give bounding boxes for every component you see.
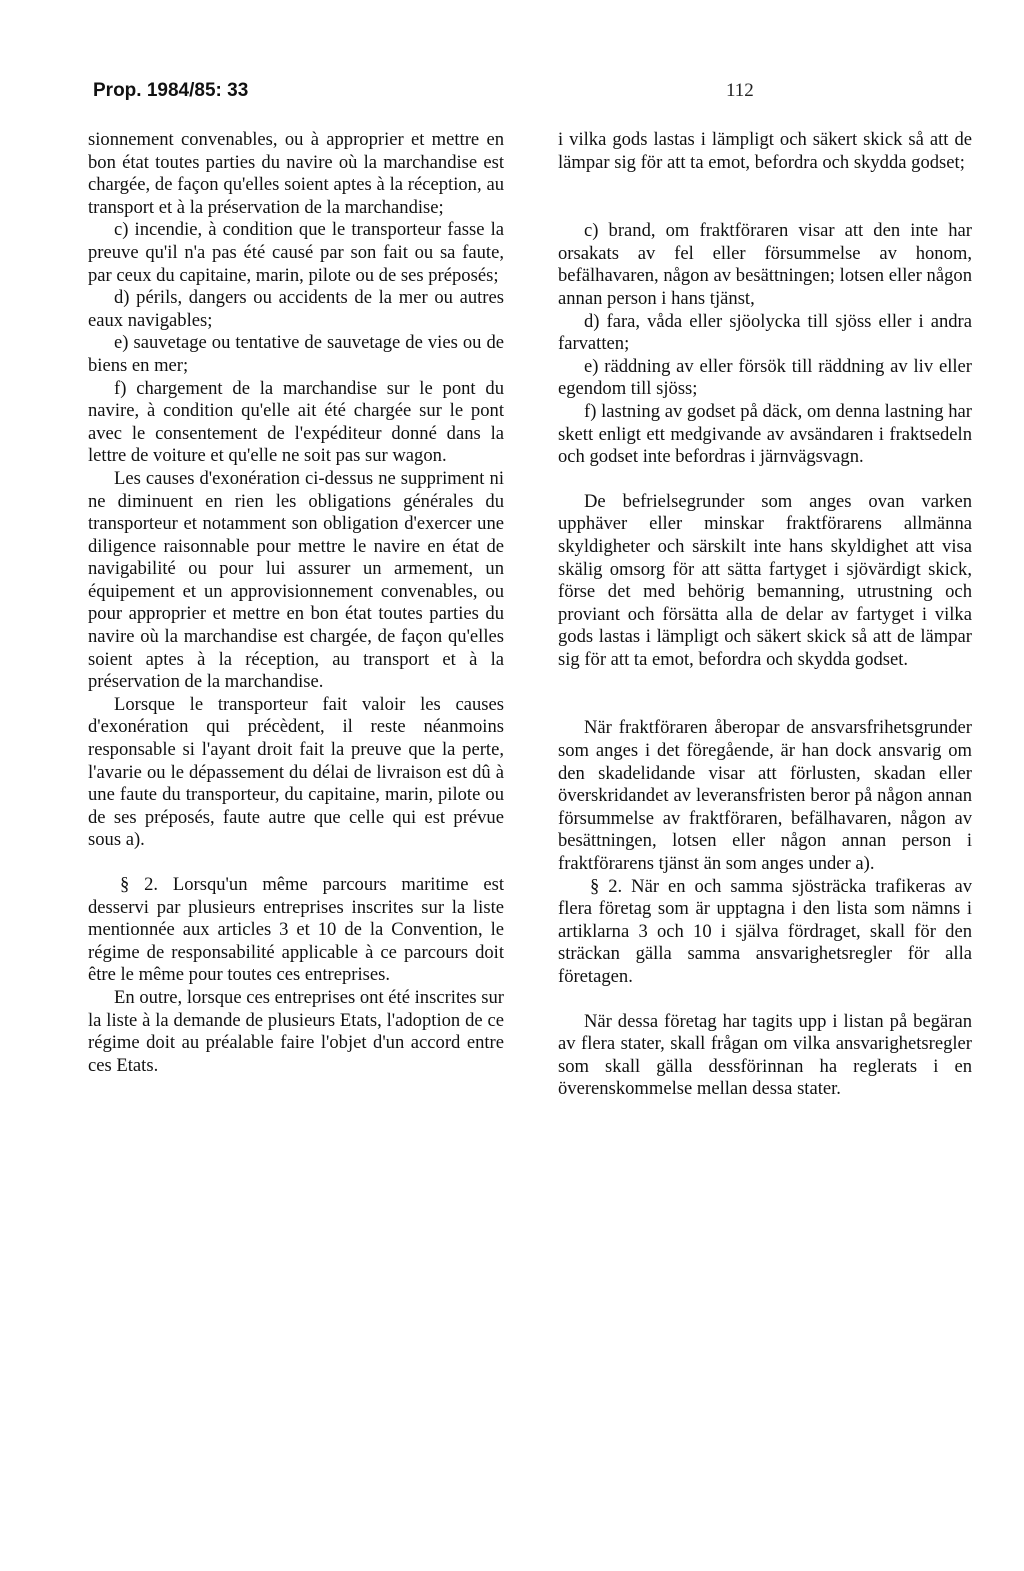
proposition-reference: Prop. 1984/85: 33 — [93, 80, 249, 101]
paragraph: § 2. Lorsqu'un même parcours maritime est desservi par plusieurs entreprises inscrites sur la liste mentionnée aux articles 3 et 10 de la Convention, le régime de responsabilité applicable à ce parcours doit être le même pour toutes ces entreprises. — [88, 874, 504, 986]
paragraph: § 2. När en och samma sjösträcka trafikeras av flera företag som är upptagna i den lista som nämns i artiklarna 3 och 10 i själva fördraget, skall för den sträckan gälla samma ansvarighetsregler för alla företagen. — [558, 875, 972, 987]
french-text-column — [88, 129, 504, 1077]
paragraph: e) räddning av eller försök till räddning av liv eller egendom till sjöss; — [558, 355, 972, 400]
page-number: 112 — [726, 80, 754, 101]
paragraph: Les causes d'exonération ci-dessus ne suppriment ni ne diminuent en rien les obligations générales du transporteur et notamment son obligation d'exercer une diligence raisonnable pour mettre le navire en état de navigabilité ou pour lui assurer un armement, un équipement et un approvisionnement convenables, ou pour approprier et mettre en bon état toutes parties du navire où la marchandise est chargée, de façon qu'elles soient aptes à la réception, au transport et à la préservation de la marchandise. — [88, 467, 504, 693]
paragraph: i vilka gods lastas i lämpligt och säkert skick så att de lämpar sig för att ta emot, befordra och skydda godset; — [558, 129, 972, 173]
paragraph: e) sauvetage ou tentative de sauvetage de vies ou de biens en mer; — [88, 332, 504, 376]
paragraph: c) brand, om fraktföraren visar att den inte har orsakats av fel eller försummelse av honom, befälhavaren, någon av besättningen; lotsen eller någon annan person i hans tjänst, — [558, 220, 972, 309]
paragraph: Lorsque le transporteur fait valoir les causes d'exonération qui précèdent, il reste néanmoins responsable si l'ayant droit fait la preuve que la perte, l'avarie ou le dépassement du délai de livraison est dû à une faute du transporteur, du capitaine, marin, pilote ou de ses préposés, faute autre que celle qui est prévue sous a). — [88, 693, 504, 851]
paragraph: f) lastning av godset på däck, om denna lastning har skett enligt ett medgivande av avsändaren i fraktsedeln och godset inte befordras i järnvägsvagn. — [558, 400, 972, 468]
paragraph: d) périls, dangers ou accidents de la mer ou autres eaux navigables; — [88, 287, 504, 331]
paragraph: När dessa företag har tagits upp i listan på begäran av flera stater, skall frågan om vilka ansvarighetsregler som skall gälla dessförinnan ha reglerats i en överenskommelse mellan dessa stater. — [558, 1010, 972, 1100]
paragraph: c) incendie, à condition que le transporteur fasse la preuve qu'il n'a pas été causé par son fait ou sa faute, par ceux du capitaine, marin, pilote ou de ses préposés; — [88, 219, 504, 286]
paragraph: d) fara, våda eller sjöolycka till sjöss eller i andra farvatten; — [558, 310, 972, 355]
swedish-text-column — [558, 129, 972, 1101]
paragraph: De befrielsegrunder som anges ovan varken upphäver eller minskar fraktförarens allmänna skyldigheter och särskilt inte hans skyldighet att visa skälig omsorg för att sätta fartyget i sjövärdigt skick, förse det med behörig bemanning, utrustning och proviant och försätta alla de delar av fartyget i vilka gods lastas i lämpligt och säkert skick så att de lämpar sig för att ta emot, befordra och skydda godset. — [558, 490, 972, 670]
paragraph: sionnement convenables, ou à approprier et mettre en bon état toutes parties du navire où la marchandise est chargée, de façon qu'elles soient aptes à la réception, au transport et à la préservation de la marchandise; — [88, 129, 504, 218]
paragraph: När fraktföraren åberopar de ansvarsfrihetsgrunder som anges i det föregående, är han dock ansvarig om den skadelidande visar att förlusten, skadan eller överskridandet av leveransfristen beror på någon annan försummelse av fraktföraren, befälhavaren, någon av besättningen, lotsen eller någon annan person i fraktförarens tjänst än som anges under a). — [558, 717, 972, 875]
paragraph: f) chargement de la marchandise sur le pont du navire, à condition qu'elle ait été chargée sur le pont avec le consentement de l'expéditeur donné dans la lettre de voiture et qu'elle ne soit pas sur wagon. — [88, 377, 504, 467]
paragraph: En outre, lorsque ces entreprises ont été inscrites sur la liste à la demande de plusieurs Etats, l'adoption de ce régime doit au préalable faire l'objet d'un accord entre ces Etats. — [88, 986, 504, 1076]
